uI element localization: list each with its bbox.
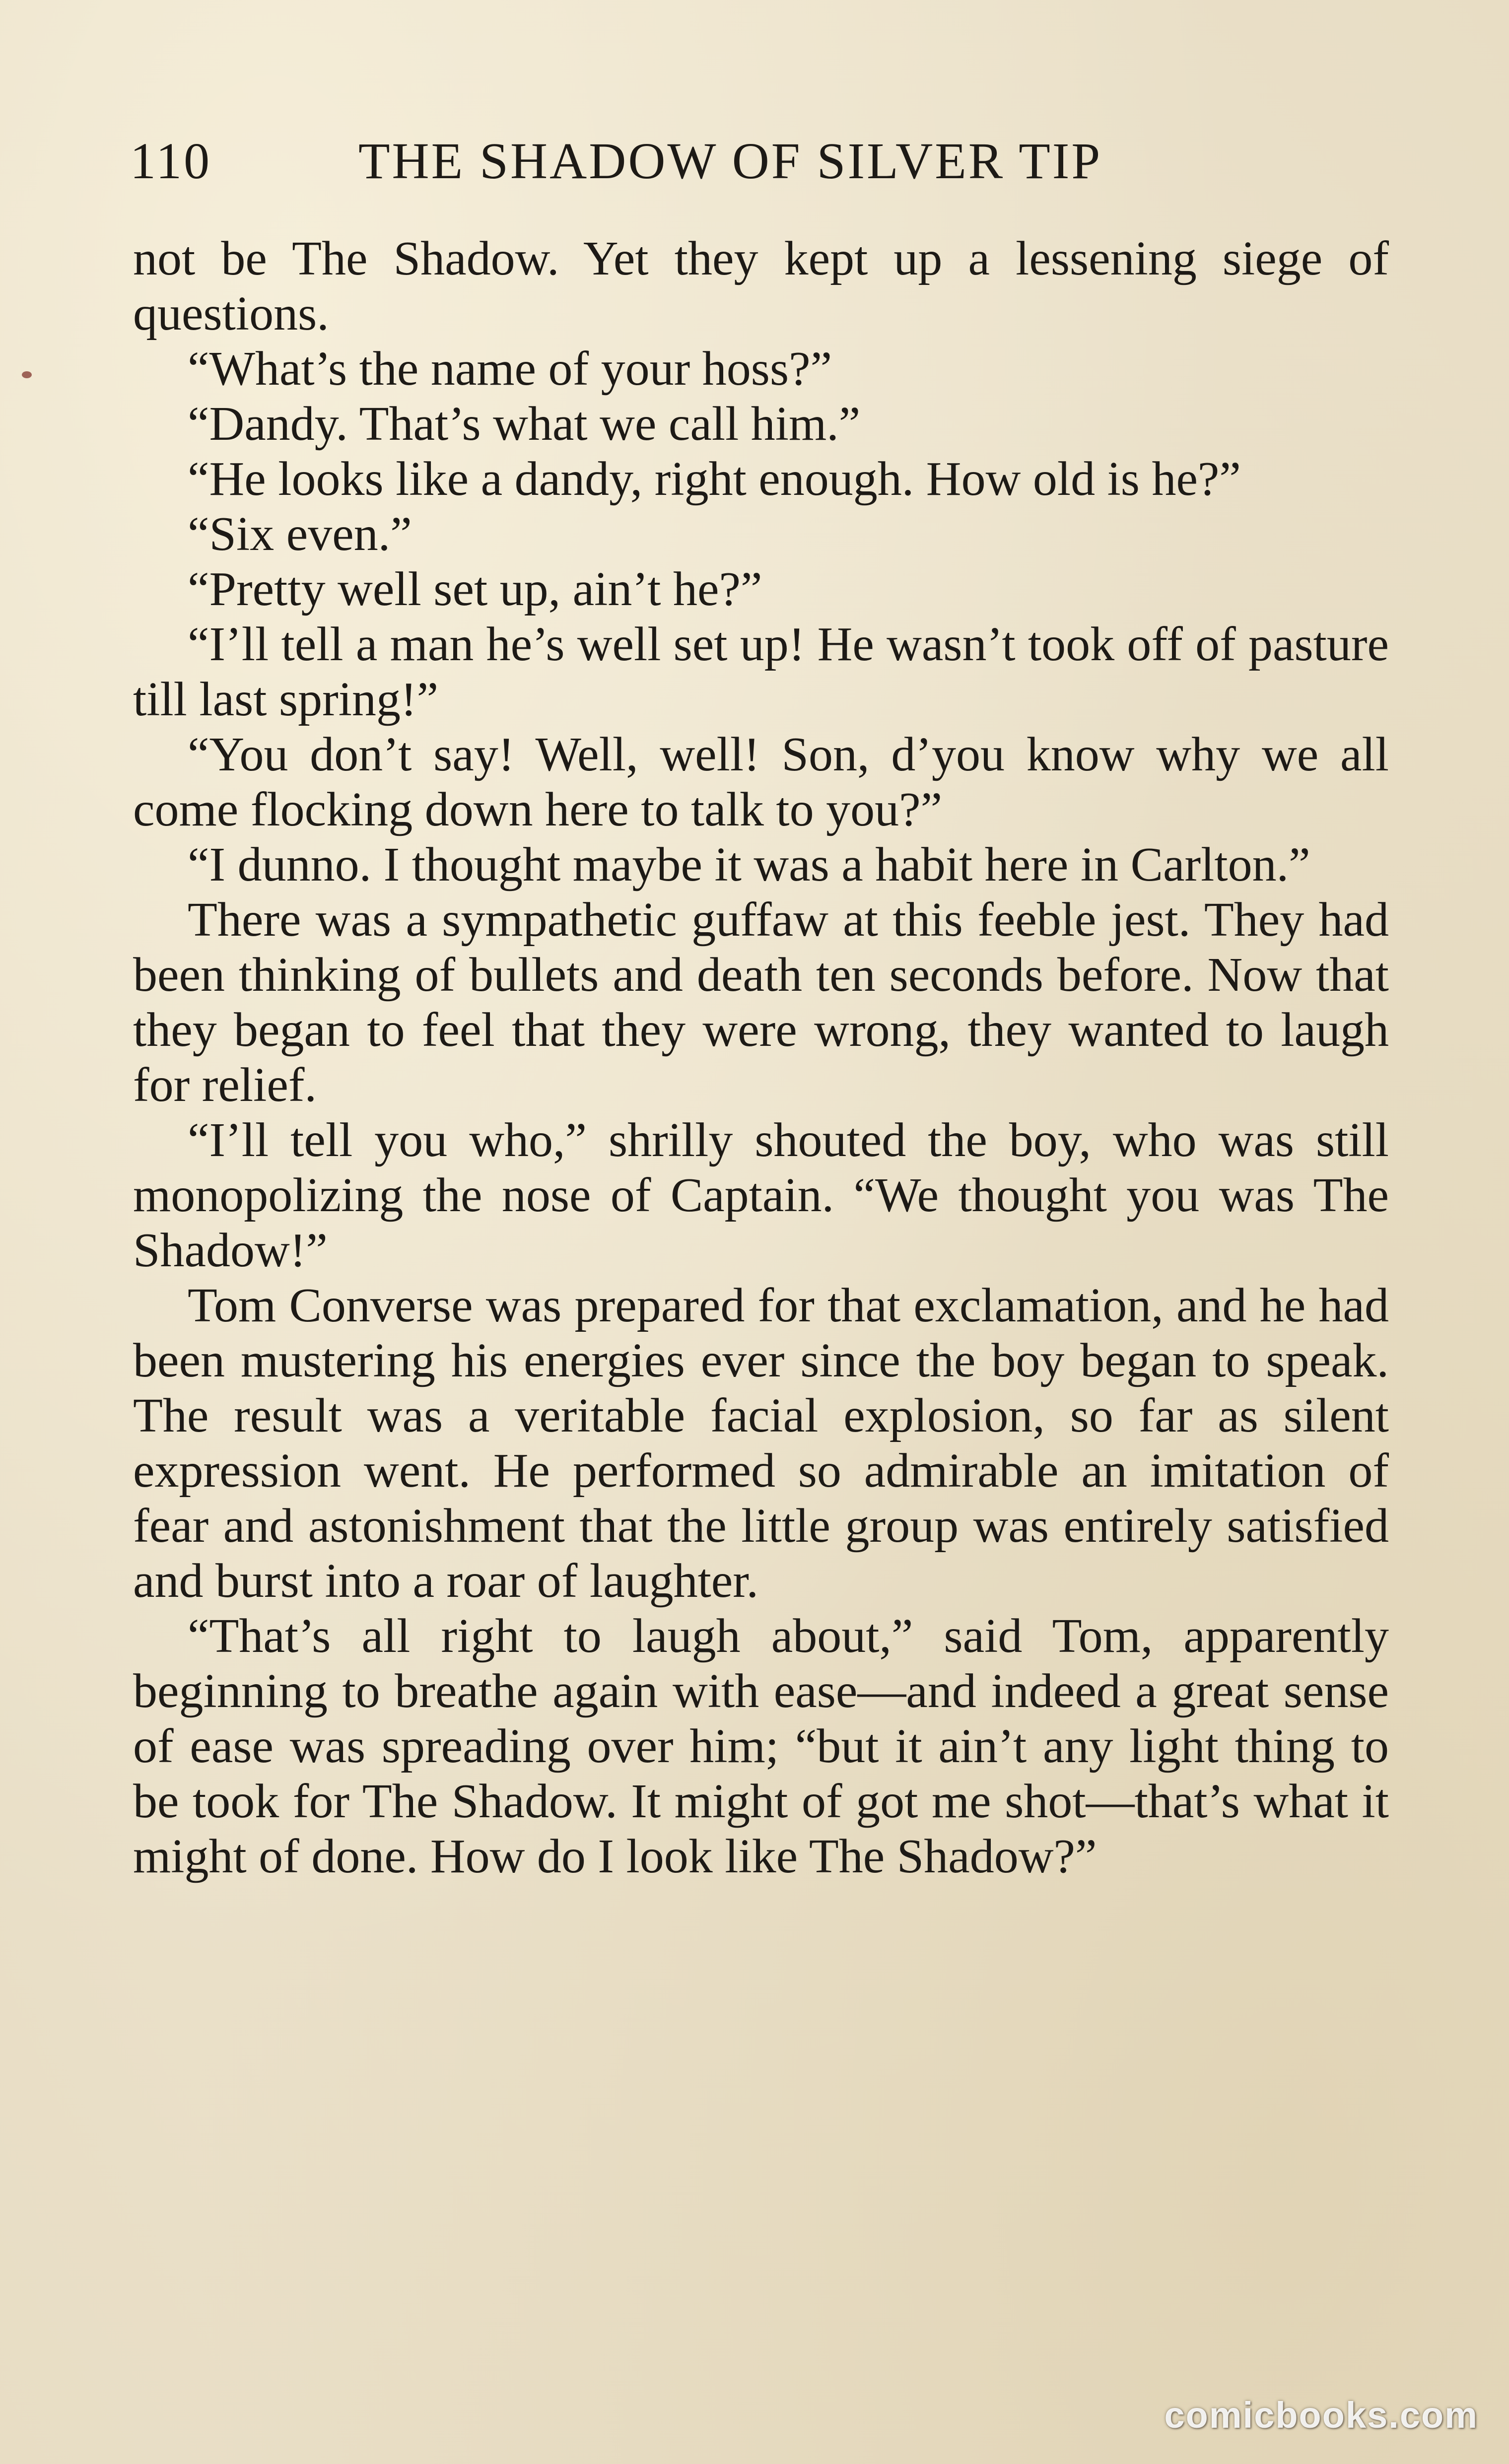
paragraph: “What’s the name of your hoss?” — [188, 342, 832, 396]
paragraph: There was a sympathetic guffaw at this feeble jest. They had been thinking of bullets and death ten seconds before. Now that they began to feel that they were wrong, they wanted to laugh for relief. — [133, 893, 1389, 1112]
paragraph: “I dunno. I thought maybe it was a habit here in Carlton.” — [188, 838, 1310, 891]
paragraph: “Six even.” — [188, 507, 412, 561]
paragraph: “Dandy. That’s what we call him.” — [188, 397, 861, 451]
paragraph: “That’s all right to laugh about,” said Tom, apparently beginning to breathe again with ease—and indeed a great sense of ease was spreading over him; “but it ain’t any light thing to be took for The Shadow. It might of got me shot—that’s what it might of done. How do I look like The Shadow?” — [133, 1609, 1389, 1883]
page-header — [130, 124, 1401, 199]
paragraph: “I’ll tell a man he’s well set up! He wasn’t took off of pasture till last spring!” — [133, 617, 1389, 726]
paragraph: “You don’t say! Well, well! Son, d’you know why we all come flocking down here to talk to you?” — [133, 728, 1389, 836]
body-text — [133, 231, 1389, 1884]
running-title: THE SHADOW OF SILVER TIP — [358, 133, 1102, 190]
page-number: 110 — [130, 133, 212, 190]
paragraph: “Pretty well set up, ain’t he?” — [188, 562, 762, 616]
ink-speck — [22, 371, 32, 378]
paragraph: “He looks like a dandy, right enough. How old is he?” — [188, 452, 1241, 506]
paragraph: Tom Converse was prepared for that exclamation, and he had been mustering his energies ever since the boy began to speak. The result was a veritable facial explosion, so far as silent expression went. He performed so admirable an imitation of fear and astonishment that the little group was entirely satisfied and burst into a roar of laughter. — [133, 1279, 1389, 1608]
watermark-logo: comicbooks.com — [1164, 2395, 1478, 2436]
paragraph: “I’ll tell you who,” shrilly shouted the boy, who was still monopolizing the nose of Captain. “We thought you was The Shadow!” — [133, 1113, 1389, 1277]
paragraph: not be The Shadow. Yet they kept up a lessening siege of questions. — [133, 232, 1389, 341]
